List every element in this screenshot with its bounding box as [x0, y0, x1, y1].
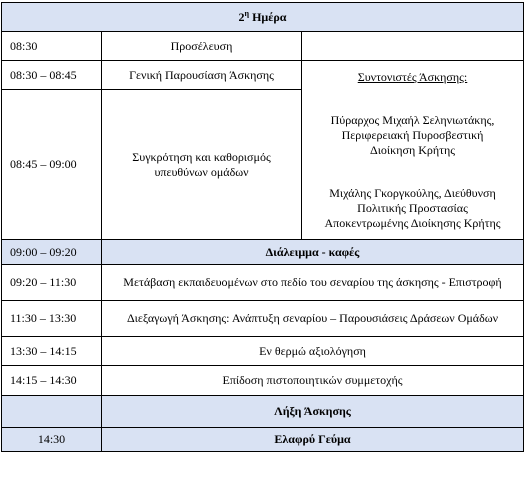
- table-row: [2, 265, 524, 301]
- break-row: [2, 240, 524, 265]
- time-cell: 08:30 – 08:45: [2, 61, 102, 90]
- time-cell: 14:15 – 14:30: [2, 366, 102, 396]
- activity-cell: [102, 90, 302, 240]
- table-row: [2, 337, 524, 366]
- day-number: 2: [238, 9, 245, 24]
- time-cell: 14:30: [2, 428, 102, 452]
- day-word: Ημέρα: [252, 9, 287, 24]
- activity-cell: Διεξαγωγή Άσκησης: Ανάπτυξη σεναρίου – Παρουσιάσεις Δράσεων Ομάδων: [102, 301, 524, 337]
- empty-cell: [302, 32, 524, 61]
- coordinator-2-line-3: Αποκεντρωμένης Διοίκησης Κρήτης: [324, 215, 501, 230]
- table-row: [2, 61, 524, 90]
- day-sup: η: [244, 8, 250, 18]
- activity-cell: Επίδοση πιστοποιητικών συμμετοχής: [102, 366, 524, 396]
- coordinator-1-line-3: Διοίκηση Κρήτης: [369, 142, 456, 157]
- schedule-table: [1, 2, 524, 452]
- time-cell: [2, 396, 102, 428]
- time-cell: 09:00 – 09:20: [2, 240, 102, 265]
- activity-line-2: υπευθύνων ομάδων: [154, 164, 249, 179]
- time-cell: 08:45 – 09:00: [2, 90, 102, 240]
- time-cell: 09:20 – 11:30: [2, 265, 102, 301]
- time-cell: 13:30 – 14:15: [2, 337, 102, 366]
- end-row: [2, 396, 524, 428]
- end-cell: Λήξη Άσκησης: [102, 396, 524, 428]
- coordinators-cell: [302, 61, 524, 240]
- break-cell: Διάλειμμα - καφές: [102, 240, 524, 265]
- activity-cell: Γενική Παρουσίαση Άσκησης: [102, 61, 302, 90]
- coordinator-2-line-1: Μιχάλης Γκοργκούλης, Διεύθυνση: [329, 185, 496, 200]
- table-row: [2, 32, 524, 61]
- table-row: [2, 366, 524, 396]
- time-cell: 08:30: [2, 32, 102, 61]
- meal-row: [2, 428, 524, 452]
- meal-cell: Ελαφρύ Γεύμα: [102, 428, 524, 452]
- activity-cell: Μετάβαση εκπαιδευομένων στο πεδίο του σεναρίου της άσκησης - Επιστροφή: [102, 265, 524, 301]
- time-cell: 11:30 – 13:30: [2, 301, 102, 337]
- coordinator-1-line-2: Περιφερειακή Πυροσβεστική: [341, 127, 484, 142]
- coordinator-2-line-2: Πολιτικής Προστασίας: [357, 200, 468, 215]
- activity-line-1: Συγκρότηση και καθορισμός: [132, 149, 271, 164]
- coordinators-title: Συντονιστές Άσκησης:: [357, 69, 468, 84]
- day-header: [2, 3, 524, 32]
- activity-cell: Προσέλευση: [102, 32, 302, 61]
- activity-cell: Εν θερμώ αξιολόγηση: [102, 337, 524, 366]
- day-header-row: [2, 3, 524, 32]
- coordinator-1-line-1: Πύραρχος Μιχαήλ Σεληνιωτάκης,: [330, 112, 495, 127]
- table-row: [2, 301, 524, 337]
